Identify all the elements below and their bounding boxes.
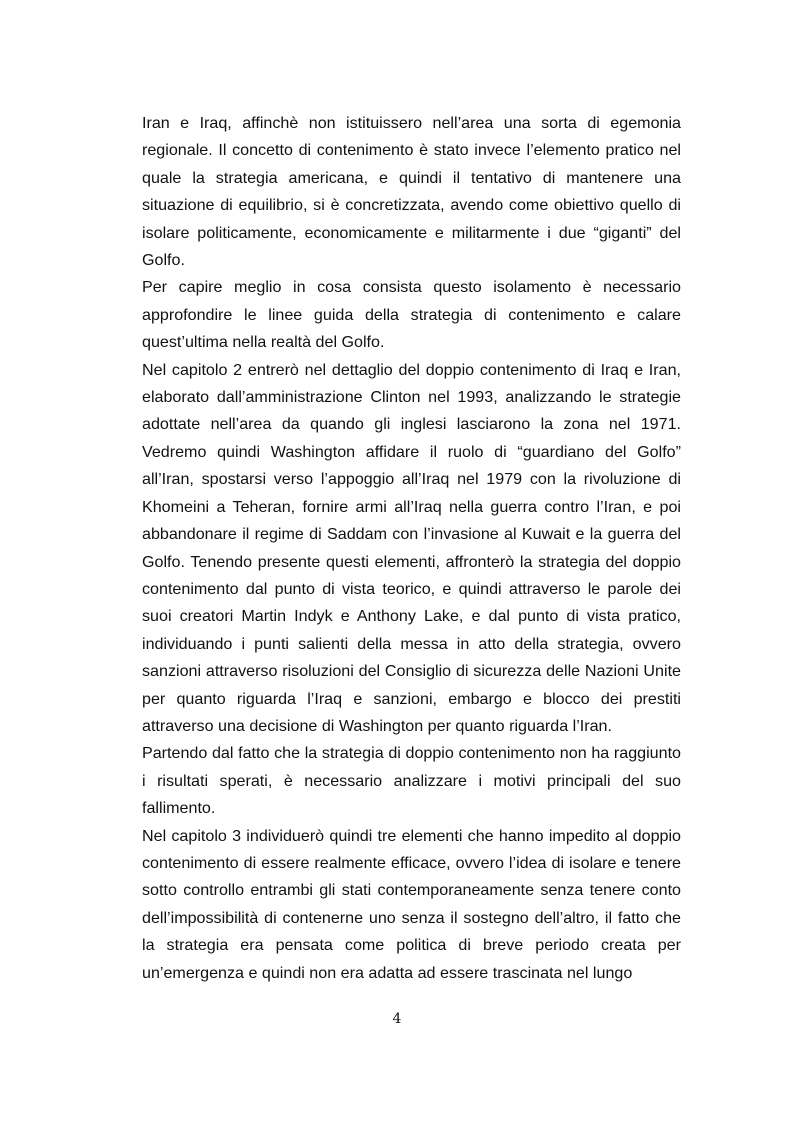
paragraph-2: Per capire meglio in cosa consista questo isolamento è necessario approfondire le linee guida della strategia di contenimento e calare quest’ultima nella realtà del Golfo. [142,278,681,352]
paragraph-5: Nel capitolo 3 individuerò quindi tre elementi che hanno impedito al doppio contenimento di essere realmente efficace, ovvero l’idea di isolare e tenere sotto controllo entrambi gli stati contemporaneamente senza tenere conto dell’impossibilità di contenerne uno senza il sostegno dell’altro, il fatto che la strategia era pensata come politica di breve periodo creata per un’emergenza e quindi non era adatta ad essere trascinata nel lungo [142,826,681,982]
paragraph-3: Nel capitolo 2 entrerò nel dettaglio del doppio contenimento di Iraq e Iran, elaborato dall’amministrazione Clinton nel 1993, analizzando le strategie adottate nell’area da quando gli inglesi lasciarono la zona nel 1971. Vedremo quindi Washington affidare il ruolo di “guardiano del Golfo” all’Iran, spostarsi verso l’appoggio all’Iraq nel 1979 con la rivoluzione di Khomeini a Teheran, fornire armi all’Iraq nella guerra contro l’Iran, e poi abbandonare il regime di Saddam con l’invasione al Kuwait e la guerra del Golfo. Tenendo presente questi elementi, affronterò la strategia del doppio contenimento dal punto di vista teorico, e quindi attraverso le parole dei suoi creatori Martin Indyk e Anthony Lake, e dal punto di vista pratico, individuando i punti salienti della messa in atto della strategia, ovvero sanzioni attraverso risoluzioni del Consiglio di sicurezza delle Nazioni Unite per quanto riguarda l’Iraq e sanzioni, embargo e blocco dei prestiti attraverso una decisione di Washington per quanto riguarda l’Iran. [142,360,681,735]
paragraph-1: Iran e Iraq, affinchè non istituissero nell’area una sorta di egemonia regionale. Il concetto di contenimento è stato invece l’elemento pratico nel quale la strategia americana, e quindi il tentativo di mantenere una situazione di equilibrio, si è concretizzata, avendo come obiettivo quello di isolare politicamente, economicamente e militarmente i due “giganti” del Golfo. [142,114,681,270]
paragraph-4: Partendo dal fatto che la strategia di doppio contenimento non ha raggiunto i risultati sperati, è necessario analizzare i motivi principali del suo fallimento. [142,744,681,818]
page-number: 4 [392,1011,402,1027]
body-text [142,110,681,987]
